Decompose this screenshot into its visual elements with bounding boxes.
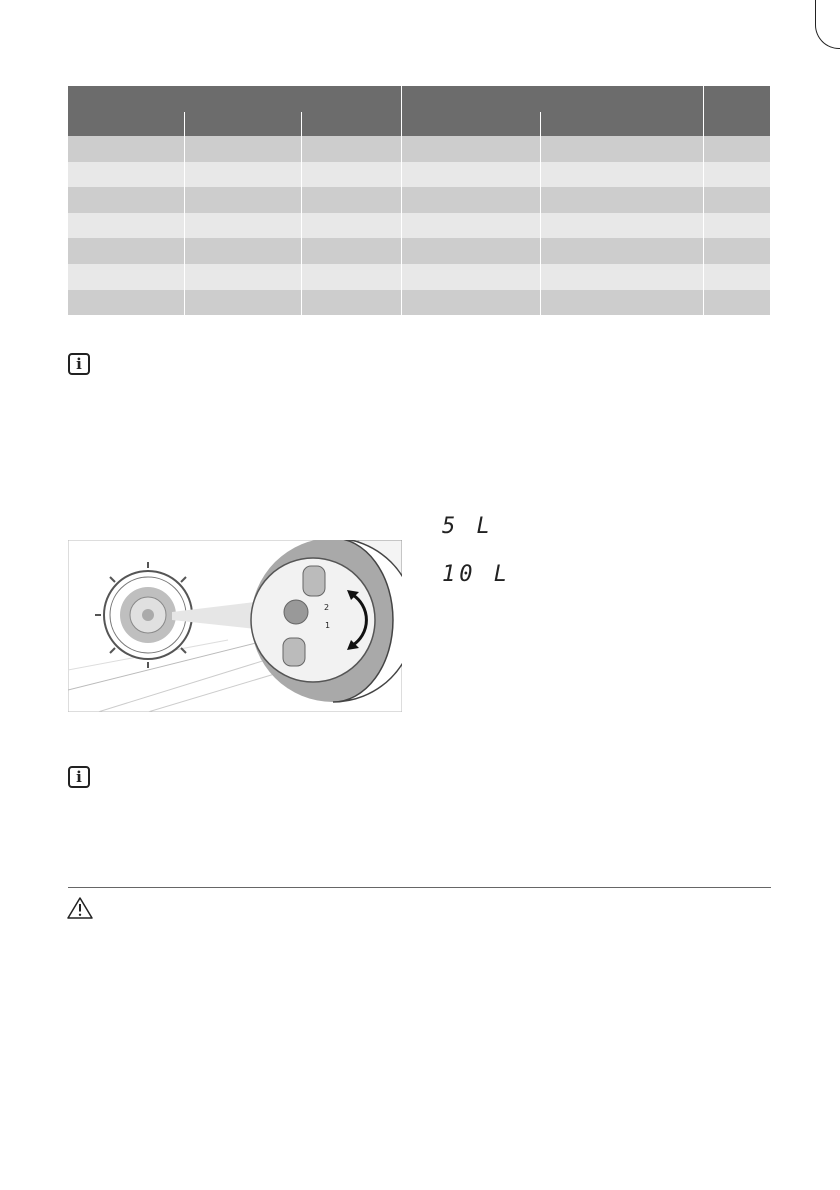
table-cell	[68, 290, 185, 316]
table-cell	[185, 136, 302, 162]
table-cell	[402, 162, 541, 188]
table-cell	[704, 238, 770, 264]
table-cell	[302, 136, 402, 162]
table-cell	[541, 290, 704, 316]
dispenser-dial-illustration	[68, 540, 402, 712]
display-readout-10l: 10 L	[442, 562, 511, 587]
table-cell	[402, 187, 541, 213]
settings-table	[68, 86, 770, 315]
table-cell	[68, 187, 185, 213]
table-cell	[541, 264, 704, 290]
header-subdivider	[301, 112, 302, 136]
table-cell	[704, 213, 770, 239]
table-cell	[541, 162, 704, 188]
table-cell	[302, 264, 402, 290]
table-cell	[185, 238, 302, 264]
table-cell	[402, 213, 541, 239]
table-cell	[704, 264, 770, 290]
table-cell	[68, 264, 185, 290]
table-cell	[704, 290, 770, 316]
table-cell	[302, 238, 402, 264]
table-cell	[185, 187, 302, 213]
table-row	[68, 187, 770, 213]
header-subdivider	[184, 112, 185, 136]
table-cell	[302, 187, 402, 213]
info-icon: i	[68, 353, 90, 375]
table-cell	[704, 187, 770, 213]
header-divider	[703, 86, 704, 136]
table-row	[68, 290, 770, 316]
table-cell	[704, 136, 770, 162]
header-subdivider	[540, 112, 541, 136]
page-edge-tab	[815, 0, 840, 49]
table-body	[68, 136, 770, 315]
table-cell	[541, 213, 704, 239]
table-row	[68, 136, 770, 162]
table-row	[68, 264, 770, 290]
table-cell	[541, 238, 704, 264]
table-cell	[185, 213, 302, 239]
table-row	[68, 213, 770, 239]
table-cell	[68, 213, 185, 239]
table-cell	[302, 162, 402, 188]
table-cell	[302, 213, 402, 239]
table-cell	[704, 162, 770, 188]
table-row	[68, 238, 770, 264]
table-cell	[541, 187, 704, 213]
table-cell	[185, 290, 302, 316]
table-cell	[302, 290, 402, 316]
table-cell	[68, 136, 185, 162]
dial-label-2: 2	[324, 603, 330, 612]
table-cell	[185, 264, 302, 290]
table-row	[68, 162, 770, 188]
table-cell	[402, 238, 541, 264]
table-cell	[68, 238, 185, 264]
table-cell	[541, 136, 704, 162]
display-readout-5l: 5 L	[442, 514, 494, 539]
table-cell	[402, 136, 541, 162]
header-divider	[401, 86, 402, 136]
section-rule	[68, 887, 771, 888]
table-cell	[402, 290, 541, 316]
info-icon: i	[68, 766, 90, 788]
dial-label-1: 1	[325, 621, 331, 630]
table-cell	[68, 162, 185, 188]
table-cell	[402, 264, 541, 290]
table-cell	[185, 162, 302, 188]
warning-triangle-icon	[66, 896, 94, 920]
table-header	[68, 86, 770, 136]
